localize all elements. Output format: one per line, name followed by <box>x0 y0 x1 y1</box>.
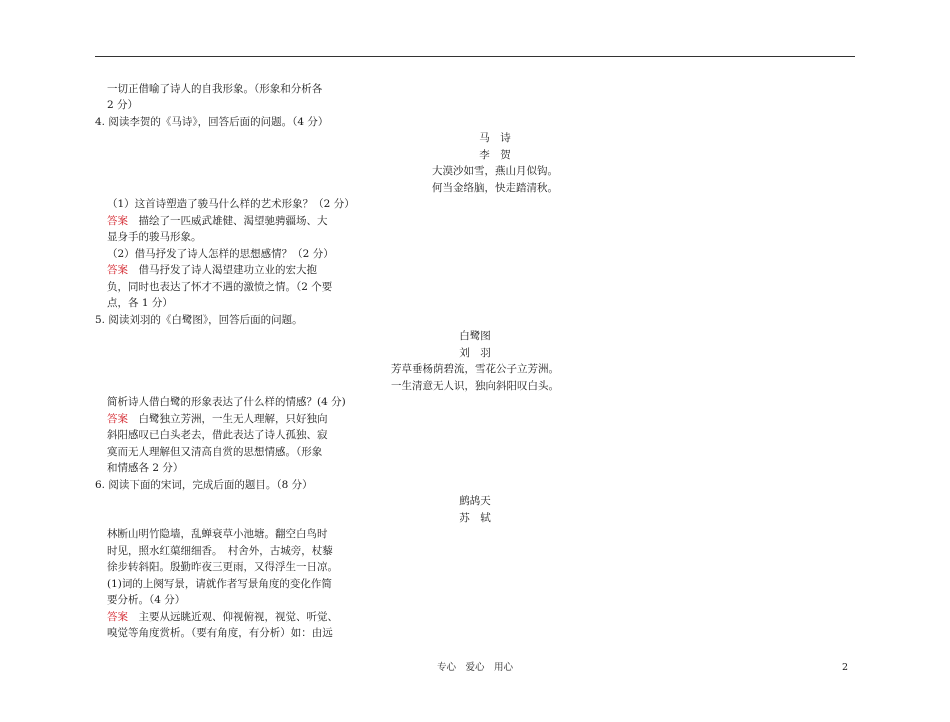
question-4-heading: 4. 阅读李贺的《马诗》，回答后面的问题。（4 分） <box>95 116 329 128</box>
answer-6-1-cont: 嗅觉等角度赏析。（要有角度，有分析）如：由远 <box>107 627 333 639</box>
answer-4-1-line <box>107 213 328 229</box>
answer-text: 主要从远眺近观、仰视俯视，视觉、听觉、 <box>128 611 338 623</box>
answer-5-cont: 和情感各 2 分） <box>107 462 184 474</box>
answer-4-1-cont: 显身手的骏马形象。 <box>107 231 202 243</box>
poem-mashi-line-1: 大漠沙如雪，燕山月似钩。 <box>432 165 558 177</box>
poem-zhegu-author: 苏 轼 <box>459 512 491 524</box>
poem-mashi-author: 李 贺 <box>479 149 511 161</box>
page-number: 2 <box>842 662 849 673</box>
answer-4-2-cont: 点，各 1 分） <box>107 297 173 309</box>
footer-motto: 专心 爱心 用心 <box>436 662 513 673</box>
question-6-1: (1)词的上阕写景，请就作者写景角度的变化作简 <box>107 578 332 590</box>
answer-label: 答案 <box>107 413 128 425</box>
ci-text-line: 徐步转斜阳。殷勤昨夜三更雨，又得浮生一日凉。 <box>107 561 338 573</box>
text-line: 2 分） <box>107 99 139 111</box>
answer-text: 描绘了一匹威武雄健、渴望驰骋疆场、大 <box>128 215 328 227</box>
answer-5-cont: 斜阳感叹已白头老去，借此表达了诗人孤独、寂 <box>107 429 328 441</box>
question-6-heading: 6. 阅读下面的宋词，完成后面的题目。（8 分） <box>95 479 313 491</box>
question-6-1-cont: 要分析。（4 分） <box>107 594 186 606</box>
question-5-ask: 简析诗人借白鹭的形象表达了什么样的情感？(4 分) <box>107 396 346 408</box>
answer-label: 答案 <box>107 611 128 623</box>
answer-5-line <box>107 411 328 427</box>
answer-4-2-line <box>107 262 317 278</box>
question-4-2: （2）借马抒发了诗人怎样的思想感情？（2 分） <box>107 248 334 260</box>
poem-bailu-author: 刘 羽 <box>459 347 491 359</box>
poem-bailu-line-1: 芳草垂杨荫碧流，雪花公子立芳洲。 <box>391 363 559 375</box>
poem-bailu-line-2: 一生清意无人识，独向斜阳叹白头。 <box>391 380 559 392</box>
answer-5-cont: 寞而无人理解但又清高自赏的思想情感。（形象 <box>107 446 323 458</box>
header-rule <box>95 56 855 57</box>
answer-text: 借马抒发了诗人渴望建功立业的宏大抱 <box>128 264 317 276</box>
answer-label: 答案 <box>107 264 128 276</box>
question-5-heading: 5. 阅读刘羽的《白鹭图》，回答后面的问题。 <box>95 314 303 326</box>
poem-zhegu-title: 鹧鸪天 <box>459 495 491 507</box>
answer-6-1-line <box>107 609 338 625</box>
poem-mashi-line-2: 何当金络脑，快走踏清秋。 <box>432 182 558 194</box>
poem-mashi-title: 马 诗 <box>479 132 511 144</box>
ci-text-line: 林断山明竹隐墙，乱蝉衰草小池塘。翻空白鸟时 <box>107 528 328 540</box>
question-4-1: （1）这首诗塑造了骏马什么样的艺术形象？（2 分） <box>107 198 355 210</box>
text-line: 一切正借喻了诗人的自我形象。（形象和分析各 <box>107 83 323 95</box>
answer-text: 白鹭独立芳洲，一生无人理解，只好独向 <box>128 413 328 425</box>
answer-4-2-cont: 负，同时也表达了怀才不遇的激愤之情。（2 个要 <box>107 281 333 293</box>
poem-bailu-title: 白鹭图 <box>459 330 491 342</box>
answer-label: 答案 <box>107 215 128 227</box>
ci-text-line: 时见，照水红蕖细细香。 村舍外，古城旁，杖藜 <box>107 545 333 557</box>
